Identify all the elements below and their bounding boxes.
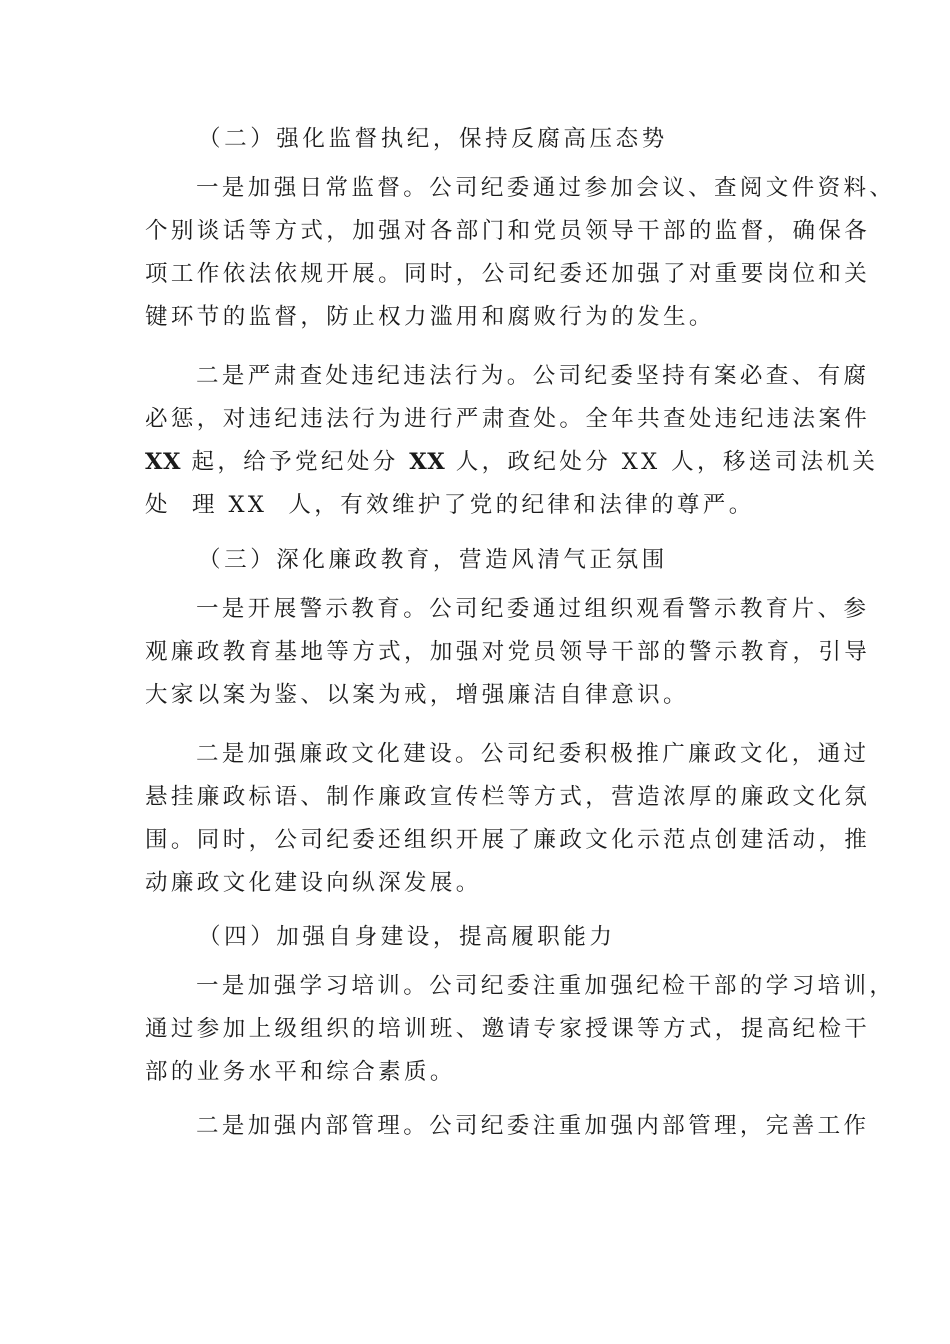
- text-segment: 人，移送司法机关: [671, 449, 879, 475]
- paragraph-line-mixed: [145, 447, 878, 477]
- count-placeholder: XX: [409, 449, 446, 475]
- paragraph-line: 观廉政教育基地等方式，加强对党员领导干部的警示教育，引导: [145, 639, 871, 665]
- paragraph-line: 动廉政文化建设向纵深发展。: [145, 870, 482, 896]
- paragraph-line: 二是加强内部管理。公司纪委注重加强内部管理，完善工作: [196, 1113, 870, 1139]
- paragraph-line: 部的业务水平和综合素质。: [145, 1059, 456, 1085]
- paragraph-line: 一是开展警示教育。公司纪委通过组织观看警示教育片、参: [196, 596, 870, 622]
- count-placeholder: XX: [621, 449, 661, 475]
- paragraph-line: 通过参加上级组织的培训班、邀请专家授课等方式，提高纪检干: [145, 1016, 871, 1042]
- paragraph-line: 二是加强廉政文化建设。公司纪委积极推广廉政文化，通过: [196, 741, 870, 767]
- section-heading-3: （三）深化廉政教育，营造风清气正氛围: [198, 547, 668, 573]
- paragraph-line: 一是加强日常监督。公司纪委通过参加会议、查阅文件资料、: [196, 175, 896, 201]
- paragraph-line: 围。同时，公司纪委还组织开展了廉政文化示范点创建活动，推: [145, 827, 871, 853]
- paragraph-line: 个别谈话等方式，加强对各部门和党员领导干部的监督，确保各: [145, 218, 871, 244]
- section-heading-4: （四）加强自身建设，提高履职能力: [198, 924, 616, 950]
- section-heading-2: （二）强化监督执纪，保持反腐高压态势: [198, 126, 668, 152]
- paragraph-line: 项工作依法依规开展。同时，公司纪委还加强了对重要岗位和关: [145, 261, 871, 287]
- paragraph-line: 一是加强学习培训。公司纪委注重加强纪检干部的学习培训，: [196, 973, 896, 999]
- count-placeholder: XX: [145, 449, 181, 475]
- paragraph-line: 必惩，对违纪违法行为进行严肃查处。全年共查处违纪违法案件: [145, 406, 871, 432]
- paragraph-line: 悬挂廉政标语、制作廉政宣传栏等方式，营造浓厚的廉政文化氛: [145, 784, 871, 810]
- text-segment: 人，政纪处分: [455, 449, 612, 475]
- text-segment: 起，给予党纪处分: [191, 449, 399, 475]
- paragraph-line: 二是严肃查处违纪违法行为。公司纪委坚持有案必查、有腐: [196, 363, 870, 389]
- paragraph-line: 处 理 XX 人，有效维护了党的纪律和法律的尊严。: [145, 492, 755, 518]
- paragraph-line: 键环节的监督，防止权力滥用和腐败行为的发生。: [145, 304, 715, 330]
- paragraph-line: 大家以案为鉴、以案为戒，增强廉洁自律意识。: [145, 682, 689, 708]
